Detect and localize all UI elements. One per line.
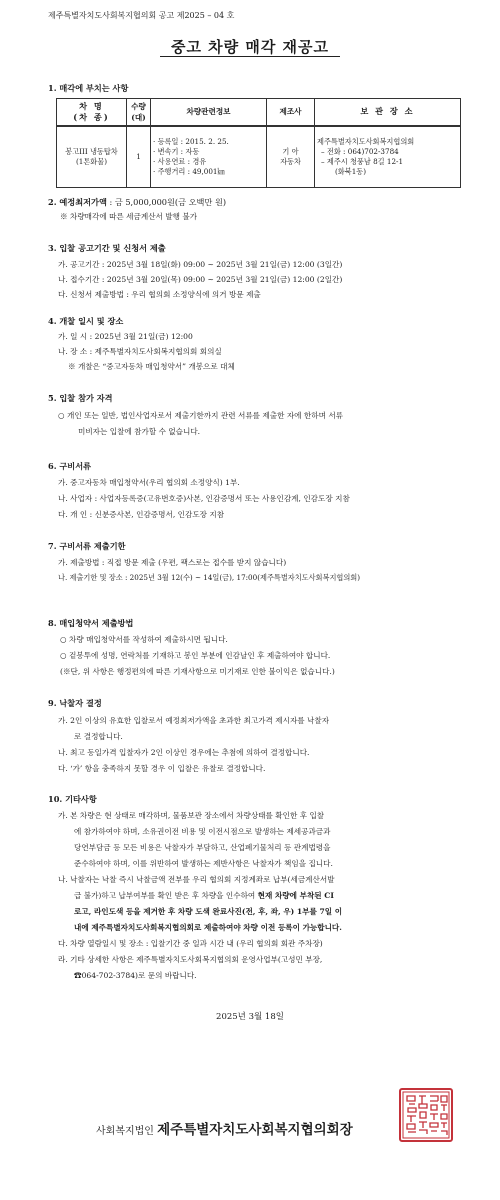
misc-b-line3: 로고, 라인도색 등을 제거한 후 차량 도색 완료사진(전, 후, 좌, 우) 1부를 7일 이	[74, 907, 343, 916]
winner-rule-b: 나. 최고 동일가격 입찰자가 2인 이상인 경우에는 추첨에 의하여 결정합니다.	[58, 748, 310, 757]
offer-submit-line2: ○ 겉봉투에 성명, 연락처를 기재하고 봉인 부분에 인감날인 후 제출하여야 합니다.	[60, 651, 331, 660]
docs-submit-deadline: 나. 제출기한 및 장소 : 2025년 3월 12(수) ~ 14일(금), 17:00(제주특별자치도사회복지협의회)	[58, 573, 361, 582]
misc-a-line3: 당연부담금 등 모든 비용은 낙찰자가 부담하고, 산업폐기물처리 등 관계법령을	[74, 843, 331, 852]
section-3-heading: 3. 입찰 공고기간 및 신청서 제출	[48, 243, 166, 253]
misc-a-line2: 에 참가하여야 하며, 소유권이전 비용 및 이전시점으로 발생하는 제세공과금과	[74, 827, 331, 836]
section-10-heading: 10. 기타사항	[48, 794, 97, 804]
submission-method: 다. 신청서 제출방법 : 우리 협의회 소정양식에 의거 방문 제출	[58, 290, 261, 299]
misc-a-line4: 준수하여야 하며, 이를 위반하여 발생하는 제반사항은 낙찰자가 책임을 집니다.	[74, 859, 333, 868]
docs-submit-method: 가. 제출방법 : 직접 방문 제출 (우편, 팩스로는 접수를 받지 않습니다)	[58, 558, 287, 567]
col-vehicle-name-line1: 차 명	[79, 100, 104, 111]
issuer	[96, 1118, 353, 1138]
location-phone: – 전화 : 064)702-3784	[321, 146, 399, 156]
misc-d-line2: ☎064-702-3784)로 문의 바랍니다.	[74, 971, 197, 980]
eligibility-line2: 미비자는 입찰에 참가할 수 없습니다.	[78, 427, 201, 436]
cell-manufacturer	[267, 126, 315, 188]
section-5-heading: 5. 입찰 참가 자격	[48, 393, 113, 403]
official-seal	[399, 1088, 453, 1142]
notice-number: 제주특별자치도사회복지협의회 공고 제2025 – 04 호	[48, 11, 235, 20]
info-fuel: · 사용연료 : 경유	[153, 156, 207, 166]
notice-period: 가. 공고기간 : 2025년 3월 18일(화) 09:00 ~ 2025년 3월 21일(금) 12:00 (3일간)	[58, 260, 343, 269]
opening-datetime: 가. 일 시 : 2025년 3월 21일(금) 12:00	[58, 332, 193, 341]
col-vehicle-info: 차량관련정보	[151, 99, 267, 126]
cell-vehicle-info	[151, 126, 267, 188]
section-2-heading	[48, 197, 226, 208]
eligibility-line1: ○ 개인 또는 일반, 법인사업자로서 제출기한까지 관련 서류를 제출한 자에 한하며 서류	[58, 411, 343, 420]
docs-purchase-offer: 가. 중고자동차 매입청약서(우리 협의회 소정양식) 1부.	[58, 478, 240, 487]
docs-individual: 다. 개 인 : 신분증사본, 인감증명서, 인감도장 지참	[58, 510, 225, 519]
opening-note: ※ 개찰은 “중고자동차 매입청약서” 개봉으로 대체	[68, 362, 235, 371]
info-registration-date: · 등록일 : 2015. 2. 25.	[153, 136, 229, 146]
info-mileage: · 주행거리 : 49,001㎞	[153, 166, 225, 176]
winner-rule-c: 다. ‘가’ 항을 충족하지 못할 경우 이 입찰은 유찰로 결정합니다.	[58, 764, 266, 773]
info-transmission: · 변속기 : 자동	[153, 146, 200, 156]
cell-quantity: 1	[127, 126, 151, 188]
issuer-name: 제주특별자치도사회복지협의회장	[157, 1122, 353, 1138]
col-quantity-line1: 수량	[131, 101, 146, 111]
misc-c: 다. 차량 열람일시 및 장소 : 입찰기간 중 일과 시간 내 (우리 협의회 회관 주차장)	[58, 939, 323, 948]
misc-a-line1: 가. 본 차량은 현 상태로 매각하며, 물품보관 장소에서 차량상태를 확인한 후 입찰	[58, 811, 325, 820]
opening-place: 나. 장 소 : 제주특별자치도사회복지협의회 회의실	[58, 347, 222, 356]
title-underline	[160, 56, 340, 57]
tax-invoice-note: ※ 차량매각에 따른 세금계산서 발행 불가	[60, 212, 198, 221]
col-vehicle-name-line2: (차 종)	[73, 111, 110, 122]
seal-graphic	[401, 1090, 451, 1140]
col-storage-location: 보 관 장 소	[315, 99, 461, 126]
offer-submit-note: (※단, 위 사항은 행정편의에 따른 기재사항으로 미기재로 인한 불이익은 없습니다.)	[60, 667, 335, 676]
table-row	[57, 126, 461, 188]
offer-submit-line1: ○ 차량 매입청약서를 작성하여 제출하시면 됩니다.	[60, 635, 228, 644]
maker-line1: 기 아	[282, 146, 299, 156]
section-6-heading: 6. 구비서류	[48, 461, 92, 471]
cell-vehicle-name	[57, 126, 127, 188]
docs-business: 나. 사업자 : 사업자등록증(고유번호증)사본, 인감증명서 또는 사용인감계, 인감도장 지참	[58, 494, 350, 503]
col-vehicle-name	[57, 99, 127, 126]
vehicle-name: 봉고III 냉동탑차	[65, 146, 118, 156]
misc-b-line2-bold: 현재 차량에 부착된 CI	[257, 891, 334, 900]
sale-items-table	[56, 98, 461, 188]
misc-b-line4: 내에 제주특별자치도사회복지협의회로 제출하여야 차량 이전 등록이 가능합니다.	[74, 923, 342, 932]
cell-storage-location	[315, 126, 461, 188]
winner-rule-a2: 로 결정합니다.	[74, 732, 123, 741]
vehicle-type: (1톤화물)	[75, 156, 107, 166]
section-4-heading: 4. 개찰 일시 및 장소	[48, 316, 124, 326]
misc-b-line2-text: 급 불가)하고 납부여부를 확인 받은 후 차량을 인수하여	[74, 891, 258, 900]
section-8-heading: 8. 매입청약서 제출방법	[48, 618, 134, 628]
section-1-heading: 1. 매각에 부치는 사항	[48, 83, 129, 93]
location-address: – 제주시 청풍남 8길 12-1	[321, 156, 404, 166]
location-org: 제주특별자치도사회복지협의회	[317, 136, 415, 146]
min-price-label: 2. 예정최저가액	[48, 197, 107, 207]
misc-d-line1: 라. 기타 상세한 사항은 제주특별자치도사회복지협의회 운영사업부(고성민 부장,	[58, 955, 323, 964]
section-9-heading: 9. 낙찰자 결정	[48, 698, 102, 708]
misc-b-line1: 나. 낙찰자는 낙찰 즉시 낙찰금액 전부를 우리 협의회 지정계좌로 납부(세금계산서발	[58, 875, 335, 884]
reception-period: 나. 접수기간 : 2025년 3월 20일(목) 09:00 ~ 2025년 3월 21일(금) 12:00 (2일간)	[58, 275, 343, 284]
section-7-heading: 7. 구비서류 제출기한	[48, 541, 126, 551]
maker-line2: 자동차	[280, 156, 301, 166]
col-quantity	[127, 99, 151, 126]
col-manufacturer: 제조사	[267, 99, 315, 126]
misc-b-line2	[74, 890, 334, 901]
table-header-row	[57, 99, 461, 126]
notice-date: 2025년 3월 18일	[216, 1012, 284, 1022]
min-price-value: : 금 5,000,000원(금 오백만 원)	[106, 197, 227, 207]
col-quantity-line2: (대)	[131, 112, 146, 122]
issuer-prefix: 사회복지법인	[96, 1126, 158, 1137]
page-title: 중고 차량 매각 재공고	[170, 38, 330, 56]
winner-rule-a1: 가. 2인 이상의 유효한 입찰로서 예정최저가액을 초과한 최고가격 제시자를 낙찰자	[58, 716, 330, 725]
location-district: (화북1동)	[335, 166, 367, 176]
